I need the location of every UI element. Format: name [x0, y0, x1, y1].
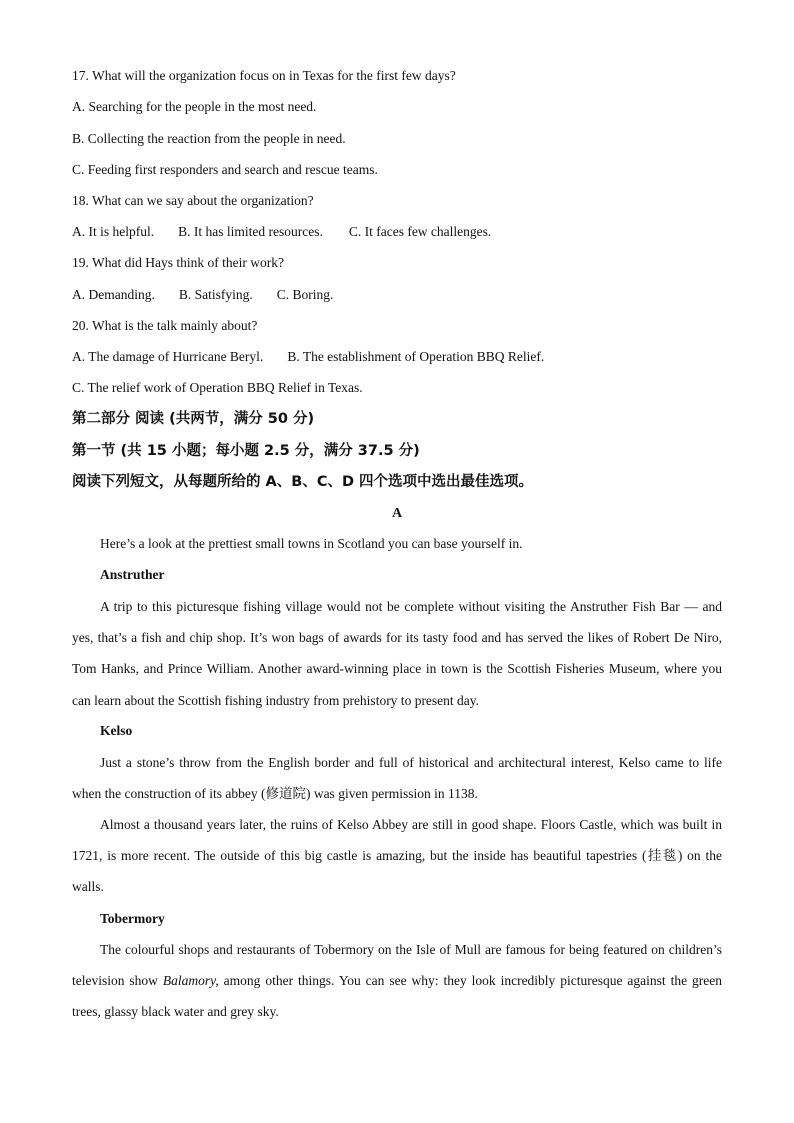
- tobermory-paragraph: [72, 934, 722, 1028]
- question-19-option-c: C. Boring.: [276, 287, 334, 302]
- question-20-option-a: A. The damage of Hurricane Beryl.: [72, 349, 264, 364]
- part-title: 第二部分 阅读 (共两节，满分 50 分): [72, 411, 315, 427]
- question-18-stem: 18. What can we say about the organization?: [72, 193, 314, 208]
- question-18-options: [72, 224, 491, 240]
- show-title-balamory: Balamory,: [162, 973, 219, 989]
- town-heading-anstruther: Anstruther: [100, 567, 165, 582]
- tobermory-text-after: among other things. You can see why: they look incredibly picturesque against the green trees, glassy black water and grey sky.: [72, 973, 722, 1020]
- question-19-option-b: B. Satisfying.: [178, 287, 253, 302]
- section-instruction: 阅读下列短文，从每题所给的 A、B、C、D 四个选项中选出最佳选项。: [72, 474, 534, 490]
- passage-label: A: [391, 506, 403, 521]
- question-20-option-b: B. The establishment of Operation BBQ Relief.: [287, 349, 545, 364]
- question-19-stem: 19. What did Hays think of their work?: [72, 255, 284, 270]
- passage-intro: Here’s a look at the prettiest small towns in Scotland you can base yourself in.: [100, 536, 523, 551]
- question-20-options: [72, 349, 544, 365]
- question-17-stem: 17. What will the organization focus on in Texas for the first few days?: [72, 68, 456, 83]
- town-heading-tobermory: Tobermory: [100, 911, 165, 926]
- question-19-options: [72, 287, 333, 303]
- kelso-paragraph-1: Just a stone’s throw from the English border and full of historical and architectural interest, Kelso came to life when the construction of its abbey (修道院) was given permission in 1138.: [72, 755, 722, 802]
- question-17-option-a: A. Searching for the people in the most need.: [72, 99, 317, 114]
- question-20-option-c: C. The relief work of Operation BBQ Relief in Texas.: [72, 380, 363, 395]
- question-19-option-a: A. Demanding.: [72, 287, 155, 302]
- question-18-option-c: C. It faces few challenges.: [348, 224, 492, 239]
- question-18-option-a: A. It is helpful.: [72, 224, 155, 239]
- question-17-option-b: B. Collecting the reaction from the people in need.: [72, 131, 346, 146]
- question-17-option-c: C. Feeding first responders and search and rescue teams.: [72, 162, 378, 177]
- anstruther-paragraph: A trip to this picturesque fishing village would not be complete without visiting the Anstruther Fish Bar — and yes, that’s a fish and chip shop. It’s won bags of awards for its tasty food and has served the likes of Robert De Niro, Tom Hanks, and Prince William. Another award-winning place in town is the Scottish Fisheries Museum, where you can learn about the Scottish fishing industry from prehistory to present day.: [72, 599, 722, 708]
- question-20-stem: 20. What is the talk mainly about?: [72, 318, 258, 333]
- section-title: 第一节 (共 15 小题；每小题 2.5 分，满分 37.5 分): [72, 443, 420, 459]
- question-18-option-b: B. It has limited resources.: [178, 224, 323, 239]
- kelso-paragraph-2: Almost a thousand years later, the ruins of Kelso Abbey are still in good shape. Floors Castle, which was built in 1721, is more recent. The outside of this big castle is amazing, but the inside has beautiful tapestries (挂毯) on the walls.: [72, 817, 722, 895]
- tobermory-text-before: The colourful shops and restaurants of Tobermory on the Isle of Mull are famous for being featured on children’s television show: [72, 942, 722, 989]
- town-heading-kelso: Kelso: [100, 723, 133, 738]
